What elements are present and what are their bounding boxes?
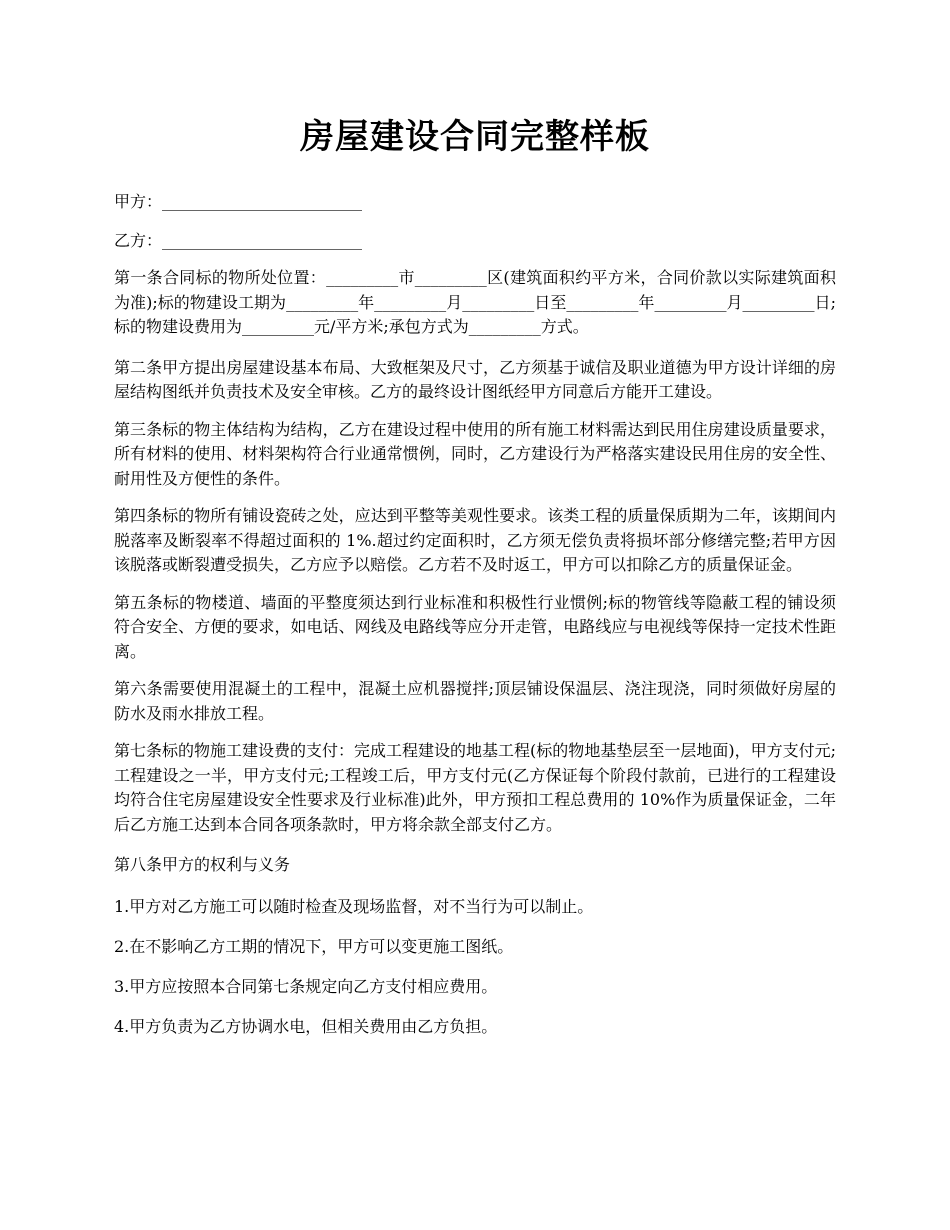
clause-8-item-3: 3.甲方应按照本合同第七条规定向乙方支付相应费用。 [114,976,498,996]
clause-8-heading: 第八条甲方的权利与义务 [114,855,291,874]
party-b-line: 乙方：_________________________ [114,231,363,250]
clause-3: 第三条标的物主体结构为结构，乙方在建设过程中使用的所有施工材料需达到民用住房建设质量要求，所有材料的使用、材料架构符合行业通常惯例，同时，乙方建设行为严格落实建设民用住房的安全性、耐用性及方便性的条件。 [114,419,836,488]
clause-5: 第五条标的物楼道、墙面的平整度须达到行业标准和积极性行业惯例;标的物管线等隐蔽工程的铺设须符合安全、方便的要求，如电话、网线及电路线等应分开走管，电路线应与电视线等保持一定技术性距离。 [114,592,836,661]
clause-8-item-2: 2.在不影响乙方工期的情况下，甲方可以变更施工图纸。 [114,936,514,956]
party-a-line: 甲方：_________________________ [114,192,363,211]
clause-1: 第一条合同标的物所处位置：_________市_________区(建筑面积约平方米，合同价款以实际建筑面积为准);标的物建设工期为_________年_________月_________日至_________年_________月_________日;标的物建设费用为_________元/平方米;承包方式为_________方式。 [114,268,836,336]
clause-8-item-1: 1.甲方对乙方施工可以随时检查及现场监督，对不当行为可以制止。 [114,896,594,916]
clause-4: 第四条标的物所有铺设瓷砖之处，应达到平整等美观性要求。该类工程的质量保质期为二年，该期间内脱落率及断裂率不得超过面积的 1%.超过约定面积时，乙方须无偿负责将损坏部分修缮完整;若甲方因该脱落或断裂遭受损失，乙方应予以赔偿。乙方若不及时返工，甲方可以扣除乙方的质量保证金。 [114,506,836,574]
document-title: 房屋建设合同完整样板 [300,117,650,157]
clause-2: 第二条甲方提出房屋建设基本布局、大致框架及尺寸，乙方须基于诚信及职业道德为甲方设计详细的房屋结构图纸并负责技术及安全审核。乙方的最终设计图纸经甲方同意后方能开工建设。 [114,357,836,401]
clause-7: 第七条标的物施工建设费的支付：完成工程建设的地基工程(标的物地基垫层至一层地面)，甲方支付元;工程建设之一半，甲方支付元;工程竣工后，甲方支付元(乙方保证每个阶段付款前，已进行的工程建设均符合住宅房屋建设安全性要求及行业标准)此外，甲方预扣工程总费用的 10%作为质量保证金，二年后乙方施工达到本合同各项条款时，甲方将余款全部支付乙方。 [114,741,836,834]
clause-6: 第六条需要使用混凝土的工程中，混凝土应机器搅拌;顶层铺设保温层、浇注现浇，同时须做好房屋的防水及雨水排放工程。 [114,679,836,723]
clause-8-item-4: 4.甲方负责为乙方协调水电，但相关费用由乙方负担。 [114,1016,498,1036]
